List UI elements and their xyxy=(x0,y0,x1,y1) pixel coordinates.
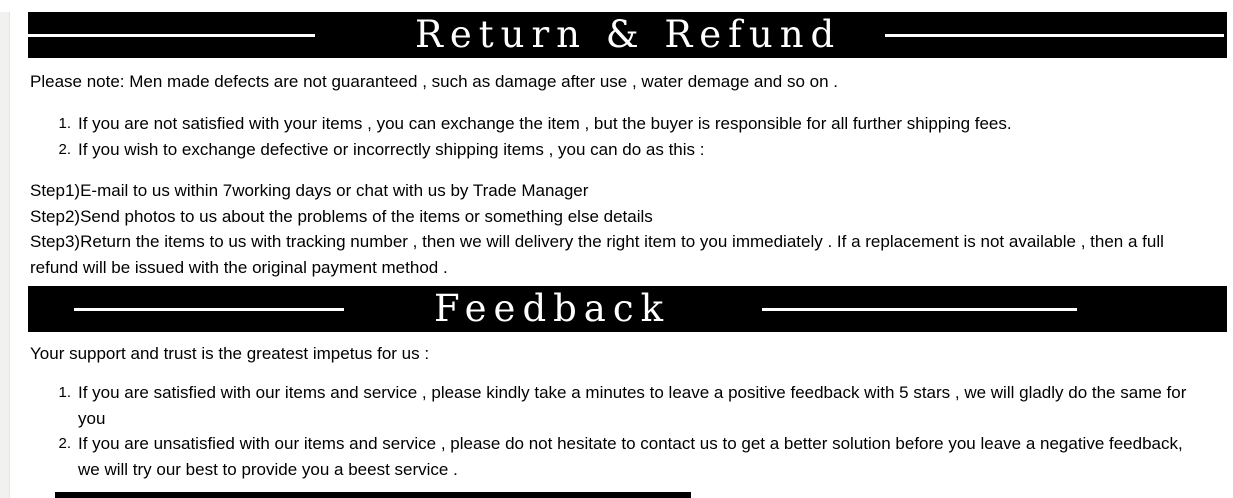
list-item xyxy=(30,111,1205,137)
banner-rule-left xyxy=(28,34,315,37)
return-refund-note: Please note: Men made defects are not guaranteed , such as damage after use , water demage and so on . xyxy=(30,72,839,91)
feedback-list xyxy=(30,380,1205,482)
return-refund-list xyxy=(30,111,1205,162)
return-refund-banner xyxy=(28,12,1227,58)
list-item-number: 2. xyxy=(58,140,71,158)
list-item-number: 1. xyxy=(58,115,71,132)
feedback-section xyxy=(0,286,1233,482)
list-item xyxy=(30,431,1205,482)
list-item-text: If you are satisfied with our items and service , please kindly take a minutes to leave a positive feedback with 5 stars , we will gladly do the same for you xyxy=(78,383,1187,428)
list-item-number: 1. xyxy=(58,384,71,401)
list-item-text: If you wish to exchange defective or incorrectly shipping items , you can do as this : xyxy=(78,139,705,159)
list-item xyxy=(30,137,1205,163)
feedback-note: Your support and trust is the greatest impetus for us : xyxy=(30,344,430,363)
banner-rule-right xyxy=(885,34,1224,37)
feedback-banner xyxy=(28,286,1227,332)
return-refund-content xyxy=(0,69,1233,280)
feedback-title: Feedback xyxy=(434,287,671,330)
exchange-steps xyxy=(30,178,1205,280)
next-section-banner-partial xyxy=(55,492,691,498)
list-item-text: If you are not satisfied with your items , you can exchange the item , but the buyer is responsible for all further shipping fees. xyxy=(78,114,1012,133)
step-1: Step1)E-mail to us within 7working days or chat with us by Trade Manager xyxy=(30,181,589,200)
page-edge-gutter xyxy=(0,12,10,498)
banner-rule-left xyxy=(74,308,344,311)
list-item-text: If you are unsatisfied with our items and service , please do not hesitate to contact us to get a better solution before you leave a negative feedback, we will try our best to provide you a beest service . xyxy=(78,434,1183,479)
return-refund-section xyxy=(0,12,1233,280)
list-item-number: 2. xyxy=(58,435,71,452)
step-2: Step2)Send photos to us about the problems of the items or something else details xyxy=(30,206,653,226)
list-item xyxy=(30,380,1205,431)
step-3: Step3)Return the items to us with tracking number , then we will delivery the right item to you immediately . If a replacement is not available , then a full refund will be issued with the original payment method . xyxy=(30,232,1164,277)
banner-rule-right xyxy=(762,308,1077,311)
feedback-content xyxy=(0,341,1233,482)
return-refund-title: Return & Refund xyxy=(415,13,842,56)
